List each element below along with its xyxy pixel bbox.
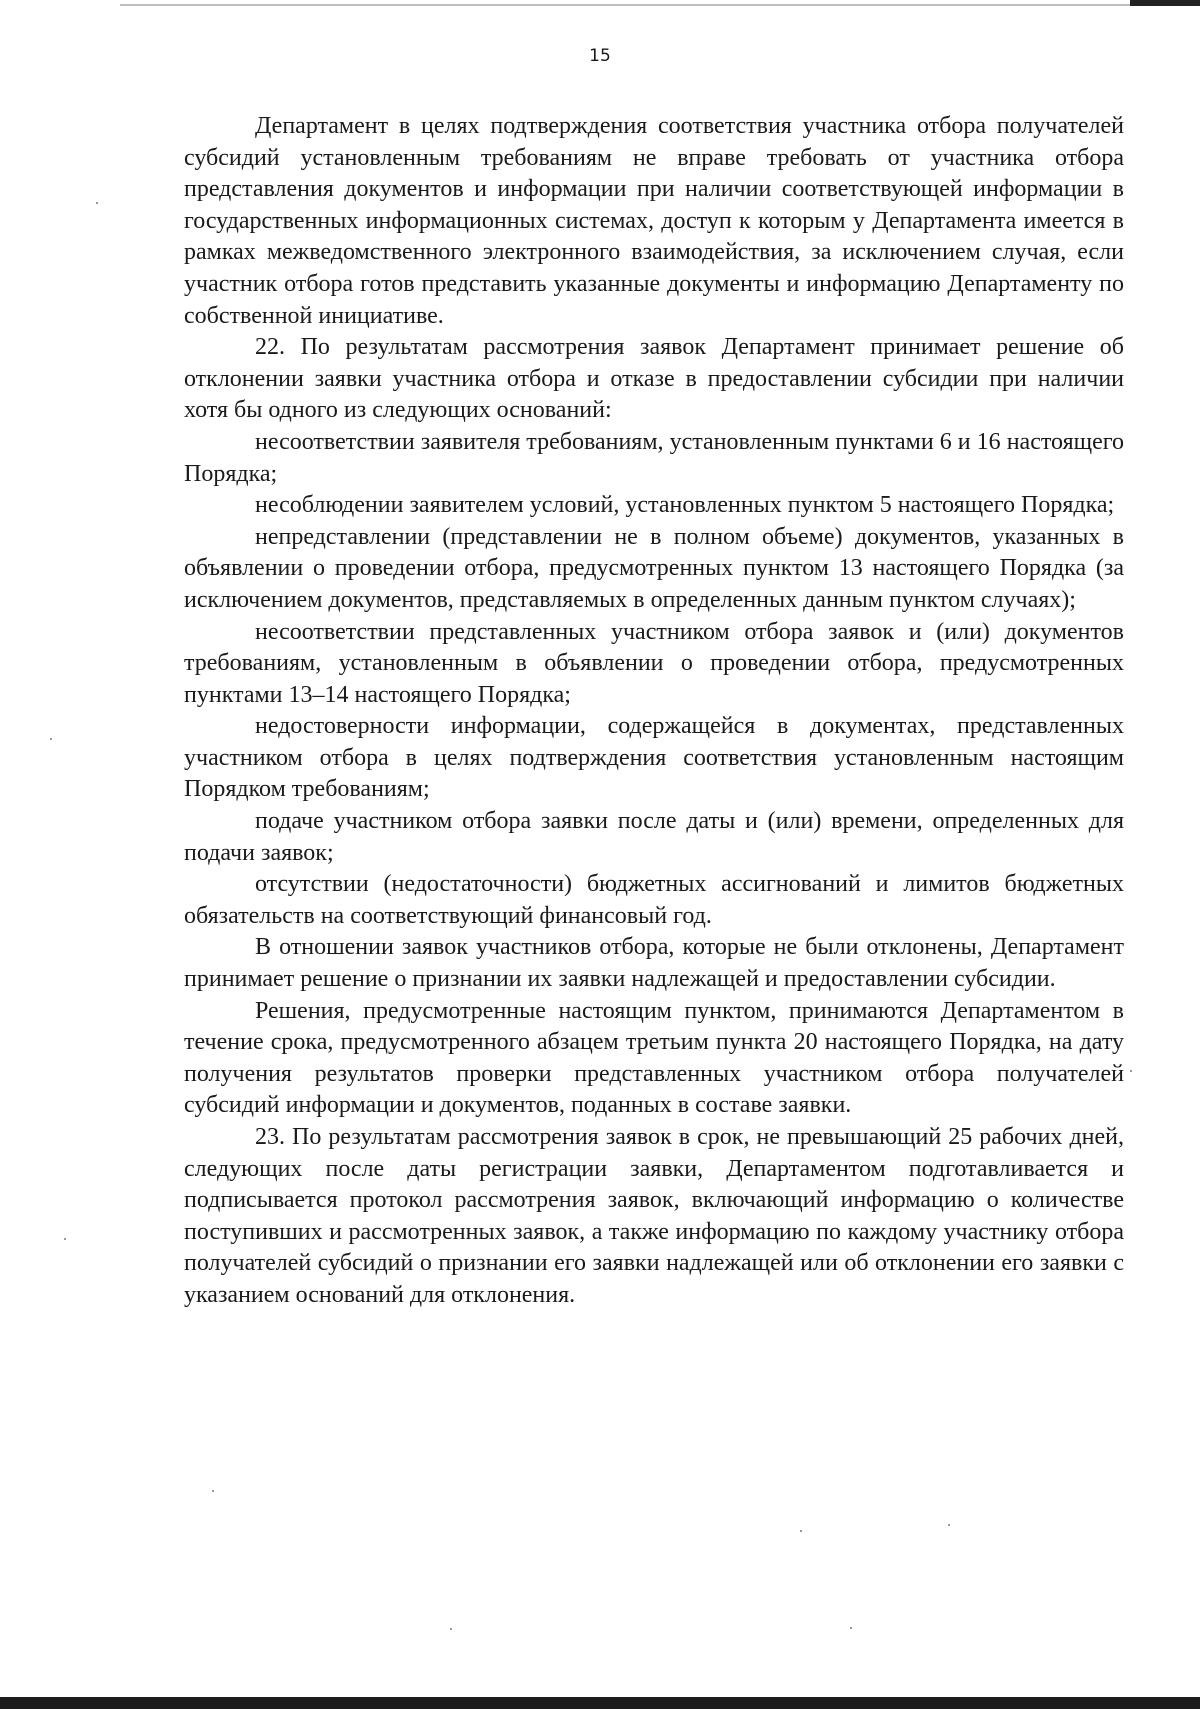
list-item-ground-requirements: несоответствии заявителя требованиям, установленным пунктами 6 и 16 настоящего Порядка;: [184, 428, 1124, 487]
paragraph-decisions-timing: Решения, предусмотренные настоящим пунктом, принимаются Департаментом в течение срока, предусмотренного абзацем третьим пункта 20 настоящего Порядка, на дату получения результатов проверки представленных участником отбора получателей субсидий информации и документов, поданных в составе заявки.: [184, 997, 1124, 1119]
list-item-ground-mismatch: несоответствии представленных участником отбора заявок и (или) документов требованиям, установленным в объявлении о проведении отбора, предусмотренных пунктами 13–14 настоящего Порядка;: [184, 618, 1124, 708]
scan-speck: [948, 1524, 950, 1526]
paragraph-department-info-request: Департамент в целях подтверждения соответствия участника отбора получателей субсидий установленным требованиям не вправе требовать от участника отбора представления документов и информации при наличии соответствующей информации в государственных информационных системах, доступ к которым у Департамента имеется в рамках межведомственного электронного взаимодействия, за исключением случая, если участник отбора готов представить указанные документы и информацию Департаменту по собственной инициативе.: [184, 113, 1124, 329]
scan-corner-mark: [1130, 0, 1200, 6]
scan-speck: [96, 202, 98, 204]
list-item-ground-unreliable: недостоверности информации, содержащейся в документах, представленных участником отбора в целях подтверждения соответствия установленным настоящим Порядком требованиям;: [184, 713, 1124, 803]
list-item-ground-budget: отсутствии (недостаточности) бюджетных ассигнований и лимитов бюджетных обязательств на соответствующий финансовый год.: [184, 871, 1124, 929]
scan-speck: [450, 1628, 452, 1630]
scan-speck: [850, 1627, 852, 1629]
scan-speck: [212, 1490, 214, 1492]
list-item-ground-documents: непредставлении (представлении не в полном объеме) документов, указанных в объявлении о проведении отбора, предусмотренных пунктом 13 настоящего Порядка (за исключением документов, представляемых в определенных данным пунктом случаях);: [184, 523, 1124, 613]
paragraph-clause-22: 22. По результатам рассмотрения заявок Департамент принимает решение об отклонении заявки участника отбора и отказе в предоставлении субсидии при наличии хотя бы одного из следующих оснований:: [184, 334, 1124, 424]
scan-speck: [50, 738, 52, 740]
list-item-ground-conditions: несоблюдении заявителем условий, установленных пунктом 5 настоящего Порядка;: [255, 492, 1115, 519]
list-item-ground-late-submission: подаче участником отбора заявки после даты и (или) времени, определенных для подачи заявок;: [184, 808, 1124, 866]
paragraph-approved-applications: В отношении заявок участников отбора, которые не были отклонены, Департамент принимает решение о признании их заявки надлежащей и предоставлении субсидии.: [184, 934, 1124, 993]
paragraph-clause-23: 23. По результатам рассмотрения заявок в срок, не превышающий 25 рабочих дней, следующих после даты регистрации заявки, Департаментом подготавливается и подписывается протокол рассмотрения заявок, включающий информацию о количестве поступивших и рассмотренных заявок, а также информацию по каждому участнику отбора получателей субсидий о признании его заявки надлежащей или об отклонении его заявки с указанием оснований для отклонения.: [184, 1124, 1124, 1308]
scan-speck: [800, 1530, 802, 1532]
document-body: [184, 111, 1124, 1312]
scan-bottom-border: [0, 1697, 1200, 1709]
page-number: 15: [589, 46, 611, 66]
scan-speck: [64, 1238, 66, 1240]
scan-speck: [1130, 1070, 1132, 1072]
scan-top-border: [120, 4, 1200, 6]
